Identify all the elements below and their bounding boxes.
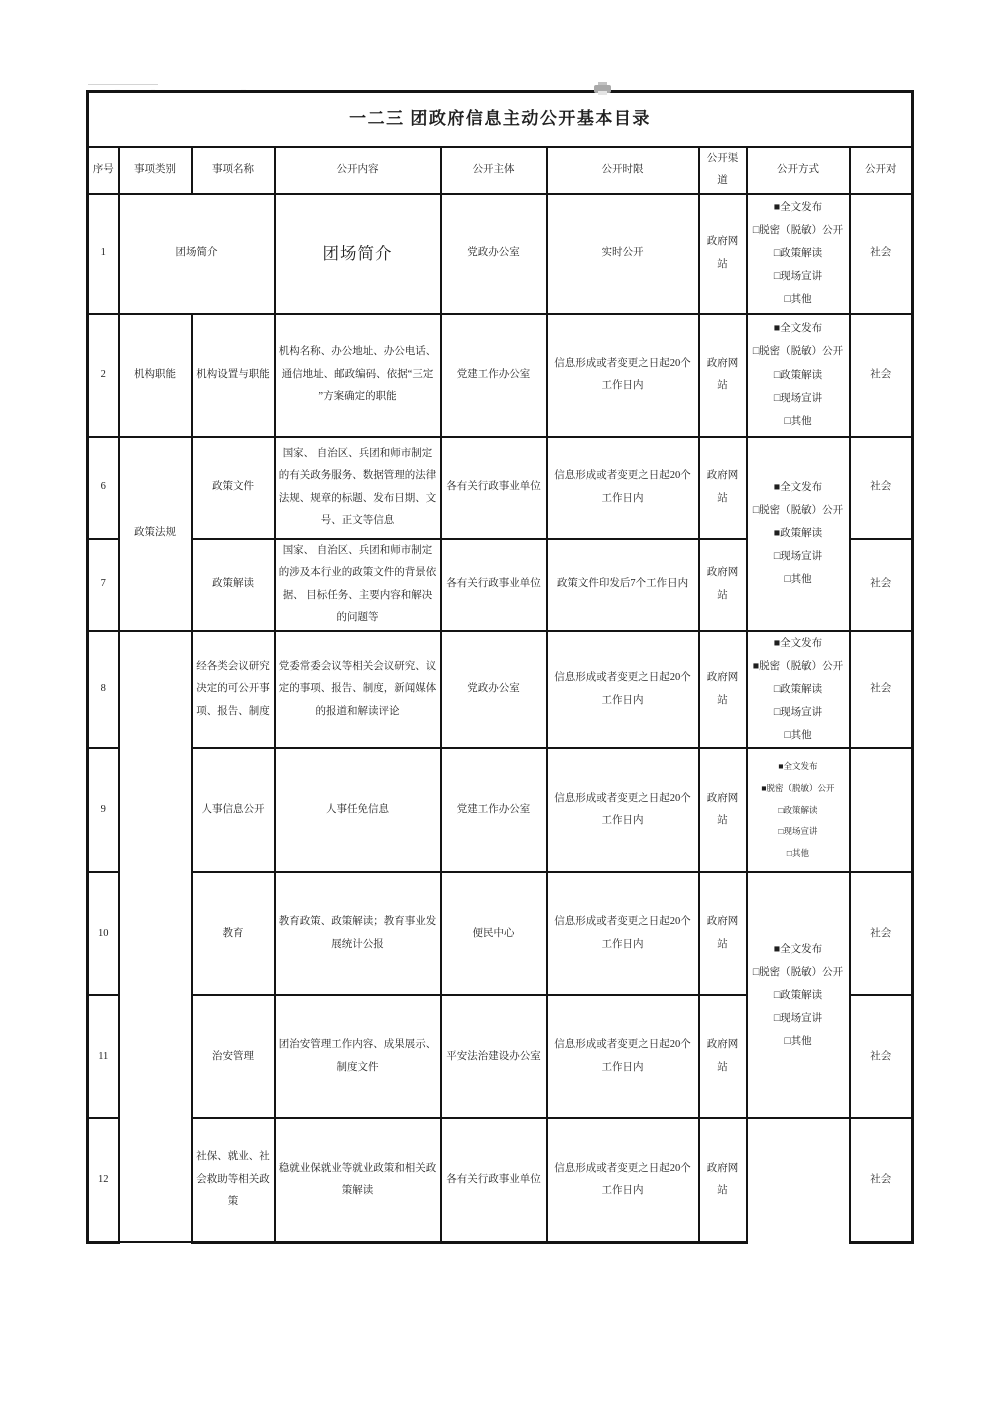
cell-category: 机构职能 <box>119 314 192 437</box>
cell-no: 1 <box>88 194 119 314</box>
cell-deadline: 信息形成或者变更之日起20个工作日内 <box>547 872 699 995</box>
method-option: □脱密（脱敏）公开 <box>752 505 844 517</box>
cell-target: 社会 <box>850 1118 913 1242</box>
col-header-no: 序号 <box>88 147 119 194</box>
cell-subject: 便民中心 <box>441 872 547 995</box>
cell-target: 社会 <box>850 872 913 995</box>
cell-category <box>119 631 192 1242</box>
method-option: □其他 <box>784 415 812 427</box>
method-option: □现场宣讲 <box>773 392 823 404</box>
method-option: ■全文发布 <box>773 943 823 955</box>
col-header-subject: 公开主体 <box>441 147 547 194</box>
method-option: □其他 <box>784 1035 812 1047</box>
cell-channel: 政府网站 <box>699 194 747 314</box>
cell-channel: 政府网站 <box>699 631 747 748</box>
col-header-channel: 公开渠道 <box>699 147 747 194</box>
method-option: □脱密（脱敏）公开 <box>752 966 844 978</box>
method-option: □脱密（脱敏）公开 <box>752 346 844 358</box>
method-option: □其他 <box>784 574 812 586</box>
cell-deadline: 信息形成或者变更之日起20个工作日内 <box>547 995 699 1118</box>
cell-content: 机构名称、办公地址、办公电话、通信地址、邮政编码、依据“三定 ”方案确定的职能 <box>275 314 441 437</box>
cell-content: 国家、 自治区、兵团和师市制定的涉及本行业的政策文件的背景依据、 目标任务、主要内容和解决的问题等 <box>275 539 441 631</box>
method-option: ■全文发布 <box>773 201 823 213</box>
cell-category: 政策法规 <box>119 437 192 631</box>
cell-subject: 党政办公室 <box>441 631 547 748</box>
table-row <box>88 1118 913 1242</box>
method-option: □政策解读 <box>773 989 823 1001</box>
cell-content: 党委常委会议等相关会议研究、议定的事项、报告、制度，新闻媒体的报道和解读评论 <box>275 631 441 748</box>
cell-no: 10 <box>88 872 119 995</box>
cell-content: 团治安管理工作内容、成果展示、制度文件 <box>275 995 441 1118</box>
cell-content: 稳就业保就业等就业政策和相关政策解读 <box>275 1118 441 1242</box>
cell-deadline: 信息形成或者变更之日起20个工作日内 <box>547 437 699 539</box>
cell-methods <box>747 194 850 314</box>
cell-subject: 平安法治建设办公室 <box>441 995 547 1118</box>
table-row <box>88 631 913 748</box>
cell-deadline: 政策文件印发后7个工作日内 <box>547 539 699 631</box>
cell-name: 教育 <box>192 872 275 995</box>
cell-channel: 政府网站 <box>699 872 747 995</box>
cell-target: 社会 <box>850 539 913 631</box>
cell-no: 8 <box>88 631 119 748</box>
cell-methods-empty <box>747 1118 850 1242</box>
method-option: ■全文发布 <box>773 323 823 335</box>
cell-subject: 党建工作办公室 <box>441 748 547 872</box>
cell-methods <box>747 314 850 437</box>
cell-subject: 各有关行政事业单位 <box>441 539 547 631</box>
method-option: □其他 <box>784 294 812 306</box>
cell-target: 社会 <box>850 631 913 748</box>
col-header-category: 事项类别 <box>119 147 192 194</box>
cell-channel: 政府网站 <box>699 437 747 539</box>
col-header-method: 公开方式 <box>747 147 850 194</box>
page-title: 一二三 团政府信息主动公开基本目录 <box>88 92 913 147</box>
header-row <box>88 147 913 194</box>
col-header-name: 事项名称 <box>192 147 275 194</box>
table-row <box>88 437 913 539</box>
cell-deadline: 信息形成或者变更之日起20个工作日内 <box>547 1118 699 1242</box>
cell-methods <box>747 631 850 748</box>
cell-content: 教育政策、政策解读；教育事业发展统计公报 <box>275 872 441 995</box>
cell-channel: 政府网站 <box>699 748 747 872</box>
method-option: □现场宣讲 <box>773 551 823 563</box>
cell-no: 7 <box>88 539 119 631</box>
table-row <box>88 748 913 872</box>
cell-channel: 政府网站 <box>699 539 747 631</box>
cell-name: 社保、就业、社会救助等相关政策 <box>192 1118 275 1242</box>
cell-name: 经各类会议研究决定的可公开事项、报告、制度 <box>192 631 275 748</box>
table-row <box>88 194 913 314</box>
cell-content: 国家、 自治区、兵团和师市制定的有关政务服务、数据管理的法律法规、规章的标题、发布日期、文号、正文等信息 <box>275 437 441 539</box>
cell-channel: 政府网站 <box>699 314 747 437</box>
method-option: □现场宣讲 <box>778 826 818 837</box>
method-option: □其他 <box>784 730 812 742</box>
scan-artifact-line <box>88 84 158 85</box>
col-header-target: 公开对 <box>850 147 913 194</box>
method-option: □脱密（脱敏）公开 <box>752 224 844 236</box>
cell-subject: 各有关行政事业单位 <box>441 437 547 539</box>
cell-no: 11 <box>88 995 119 1118</box>
method-option: □现场宣讲 <box>773 271 823 283</box>
cell-subject: 党政办公室 <box>441 194 547 314</box>
cell-deadline: 信息形成或者变更之日起20个工作日内 <box>547 748 699 872</box>
cell-target <box>850 748 913 872</box>
cell-target: 社会 <box>850 437 913 539</box>
table-row <box>88 314 913 437</box>
cell-channel: 政府网站 <box>699 1118 747 1242</box>
cell-category: 团场简介 <box>119 194 275 314</box>
cell-no: 12 <box>88 1118 119 1242</box>
method-option: □政策解读 <box>773 369 823 381</box>
method-option: □现场宣讲 <box>773 1012 823 1024</box>
cell-methods <box>747 872 850 1118</box>
method-option: □政策解读 <box>773 248 823 260</box>
method-option: ■政策解读 <box>773 528 823 540</box>
cell-deadline: 信息形成或者变更之日起20个工作日内 <box>547 314 699 437</box>
table-row <box>88 872 913 995</box>
cell-target: 社会 <box>850 995 913 1118</box>
col-header-content: 公开内容 <box>275 147 441 194</box>
cell-methods <box>747 748 850 872</box>
method-option: □其他 <box>786 847 810 858</box>
cell-name: 治安管理 <box>192 995 275 1118</box>
cell-methods <box>747 437 850 631</box>
cell-name: 机构设置与职能 <box>192 314 275 437</box>
method-option: ■全文发布 <box>773 637 823 649</box>
cell-no: 6 <box>88 437 119 539</box>
cell-name: 政策文件 <box>192 437 275 539</box>
cell-deadline: 实时公开 <box>547 194 699 314</box>
cell-channel: 政府网站 <box>699 995 747 1118</box>
cell-name: 政策解读 <box>192 539 275 631</box>
col-header-deadline: 公开时限 <box>547 147 699 194</box>
cell-subject: 党建工作办公室 <box>441 314 547 437</box>
cell-target: 社会 <box>850 314 913 437</box>
method-option: □政策解读 <box>773 684 823 696</box>
cell-subject: 各有关行政事业单位 <box>441 1118 547 1242</box>
cell-no: 9 <box>88 748 119 872</box>
cell-no: 2 <box>88 314 119 437</box>
cell-content: 人事任免信息 <box>275 748 441 872</box>
cell-target: 社会 <box>850 194 913 314</box>
cell-name: 人事信息公开 <box>192 748 275 872</box>
printer-icon <box>594 82 611 96</box>
method-option: ■全文发布 <box>773 482 823 494</box>
method-option: □政策解读 <box>778 804 818 815</box>
method-option: ■脱密（脱敏）公开 <box>752 660 844 672</box>
disclosure-catalog-table <box>86 90 914 1244</box>
cell-deadline: 信息形成或者变更之日起20个工作日内 <box>547 631 699 748</box>
cell-content: 团场简介 <box>275 194 441 314</box>
method-option: □现场宣讲 <box>773 707 823 719</box>
method-option: ■全文发布 <box>778 761 818 772</box>
method-option: ■脱密（脱敏）公开 <box>761 782 835 793</box>
